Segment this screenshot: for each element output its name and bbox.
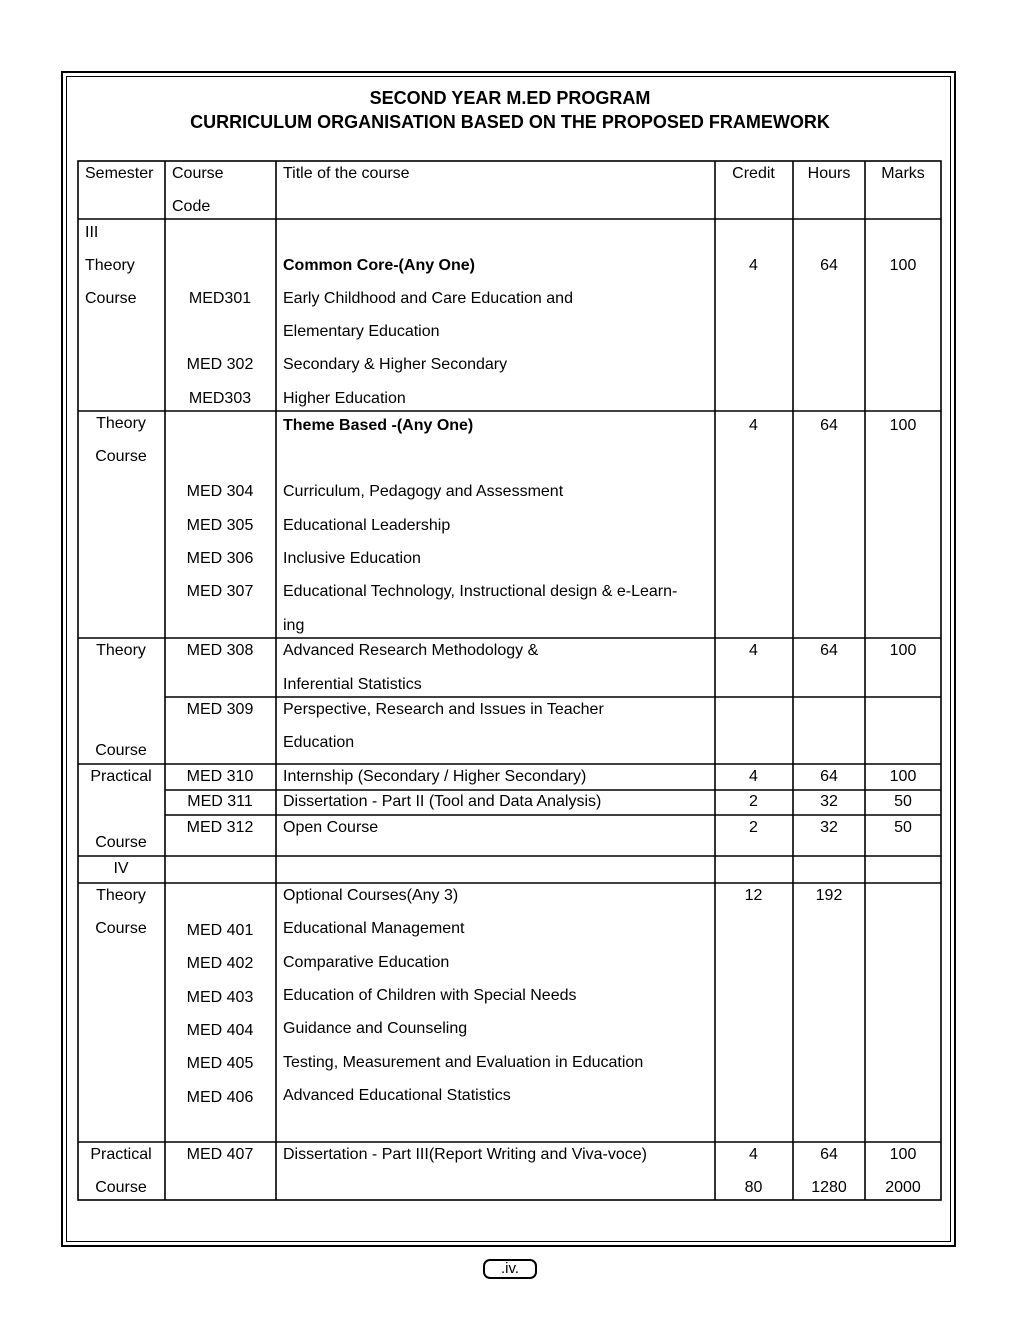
course-title: Early Childhood and Care Education and — [283, 290, 573, 307]
course-code: MED 403 — [186, 989, 254, 1006]
marks-value: 100 — [889, 417, 917, 434]
group-heading: Optional Courses(Any 3) — [283, 887, 459, 904]
hours-value: 64 — [820, 1146, 838, 1163]
course-type: Theory — [96, 642, 146, 659]
course-type-line2: Course — [95, 742, 147, 759]
marks-value: 100 — [889, 1146, 917, 1163]
hours-value: 64 — [820, 768, 838, 785]
credit-value: 4 — [749, 642, 758, 659]
header-course-code-line2: Code — [172, 198, 211, 215]
course-title-line2: ing — [283, 617, 305, 634]
credit-value: 4 — [749, 417, 758, 434]
course-code: MED 402 — [186, 955, 254, 972]
hours-value: 32 — [820, 793, 838, 810]
course-title-line2: Inferential Statistics — [283, 676, 422, 693]
course-type-line2: Course — [95, 920, 147, 937]
credit-value: 2 — [749, 793, 758, 810]
course-code: MED 312 — [186, 819, 254, 836]
course-title: Advanced Research Methodology & — [283, 642, 539, 659]
course-title: Perspective, Research and Issues in Teacher — [283, 701, 604, 718]
credit-value: 2 — [749, 819, 758, 836]
total-credit: 80 — [744, 1179, 763, 1196]
marks-value: 100 — [889, 768, 917, 785]
header-title: Title of the course — [283, 165, 410, 182]
course-code: MED 404 — [186, 1022, 254, 1039]
course-code: MED 309 — [186, 701, 254, 718]
group-heading: Theme Based -(Any One) — [283, 417, 474, 434]
course-title: Guidance and Counseling — [283, 1020, 468, 1037]
course-code: MED 308 — [186, 642, 254, 659]
course-code: MED 406 — [186, 1089, 254, 1106]
course-code: MED 306 — [186, 550, 254, 567]
course-code: MED 407 — [186, 1146, 254, 1163]
course-type-line2: Course — [95, 1179, 147, 1196]
hours-value: 192 — [815, 887, 843, 904]
hours-value: 64 — [820, 417, 838, 434]
course-title: Testing, Measurement and Evaluation in Education — [283, 1054, 644, 1071]
course-title: Education of Children with Special Needs — [283, 987, 577, 1004]
course-code: MED 305 — [186, 517, 254, 534]
course-code: MED 304 — [186, 483, 254, 500]
course-type-line2: Course — [95, 834, 147, 851]
credit-value: 4 — [749, 768, 758, 785]
course-type: Theory — [96, 887, 146, 904]
course-title: Educational Technology, Instructional design & e-Learn- — [283, 583, 678, 600]
header-semester: Semester — [85, 165, 154, 182]
course-code: MED 311 — [187, 793, 253, 810]
course-code: MED 401 — [186, 922, 254, 939]
semester-label: III — [85, 224, 99, 241]
course-code: MED 310 — [186, 768, 254, 785]
marks-value: 50 — [894, 793, 912, 810]
course-title: Educational Leadership — [283, 517, 451, 534]
header-credit: Credit — [732, 165, 775, 182]
group-heading: Common Core-(Any One) — [283, 257, 475, 274]
course-title: Open Course — [283, 819, 379, 836]
course-type: Theory — [96, 415, 146, 432]
course-type: Practical — [90, 1146, 152, 1163]
marks-value: 50 — [894, 819, 912, 836]
course-title: Internship (Secondary / Higher Secondary) — [283, 768, 587, 785]
course-type-line2: Course — [95, 448, 147, 465]
course-code: MED301 — [188, 290, 252, 307]
total-marks: 2000 — [885, 1179, 921, 1196]
course-code: MED 307 — [186, 583, 254, 600]
hours-value: 64 — [820, 642, 838, 659]
course-title: Comparative Education — [283, 954, 450, 971]
course-title: Higher Education — [283, 390, 406, 407]
course-title: Dissertation - Part III(Report Writing and Viva-voce) — [283, 1146, 647, 1163]
course-title: Educational Management — [283, 920, 465, 937]
hours-value: 64 — [820, 257, 838, 274]
page-subtitle: CURRICULUM ORGANISATION BASED ON THE PROPOSED FRAMEWORK — [190, 112, 830, 132]
marks-value: 100 — [889, 257, 917, 274]
header-hours: Hours — [807, 165, 851, 182]
credit-value: 12 — [744, 887, 763, 904]
course-title: Curriculum, Pedagogy and Assessment — [283, 483, 564, 500]
course-code: MED 302 — [186, 356, 254, 373]
course-type: Practical — [90, 768, 152, 785]
credit-value: 4 — [749, 257, 758, 274]
course-type: Theory — [85, 257, 135, 274]
course-title: Secondary & Higher Secondary — [283, 356, 508, 373]
course-code: MED 405 — [186, 1055, 254, 1072]
course-title-line2: Elementary Education — [283, 323, 440, 340]
header-course-code: Course — [172, 165, 224, 182]
course-title-line2: Education — [283, 734, 355, 751]
course-title: Dissertation - Part II (Tool and Data Analysis) — [283, 793, 602, 810]
course-title: Advanced Educational Statistics — [283, 1087, 511, 1104]
credit-value: 4 — [749, 1146, 758, 1163]
course-title: Inclusive Education — [283, 550, 421, 567]
marks-value: 100 — [889, 642, 917, 659]
course-type-line2: Course — [85, 290, 137, 307]
header-marks: Marks — [881, 165, 925, 182]
course-code: MED303 — [188, 390, 252, 407]
page-title: SECOND YEAR M.ED PROGRAM — [369, 88, 651, 108]
total-hours: 1280 — [811, 1179, 847, 1196]
semester-label: IV — [113, 860, 129, 877]
page-number: .iv. — [483, 1259, 537, 1279]
hours-value: 32 — [820, 819, 838, 836]
